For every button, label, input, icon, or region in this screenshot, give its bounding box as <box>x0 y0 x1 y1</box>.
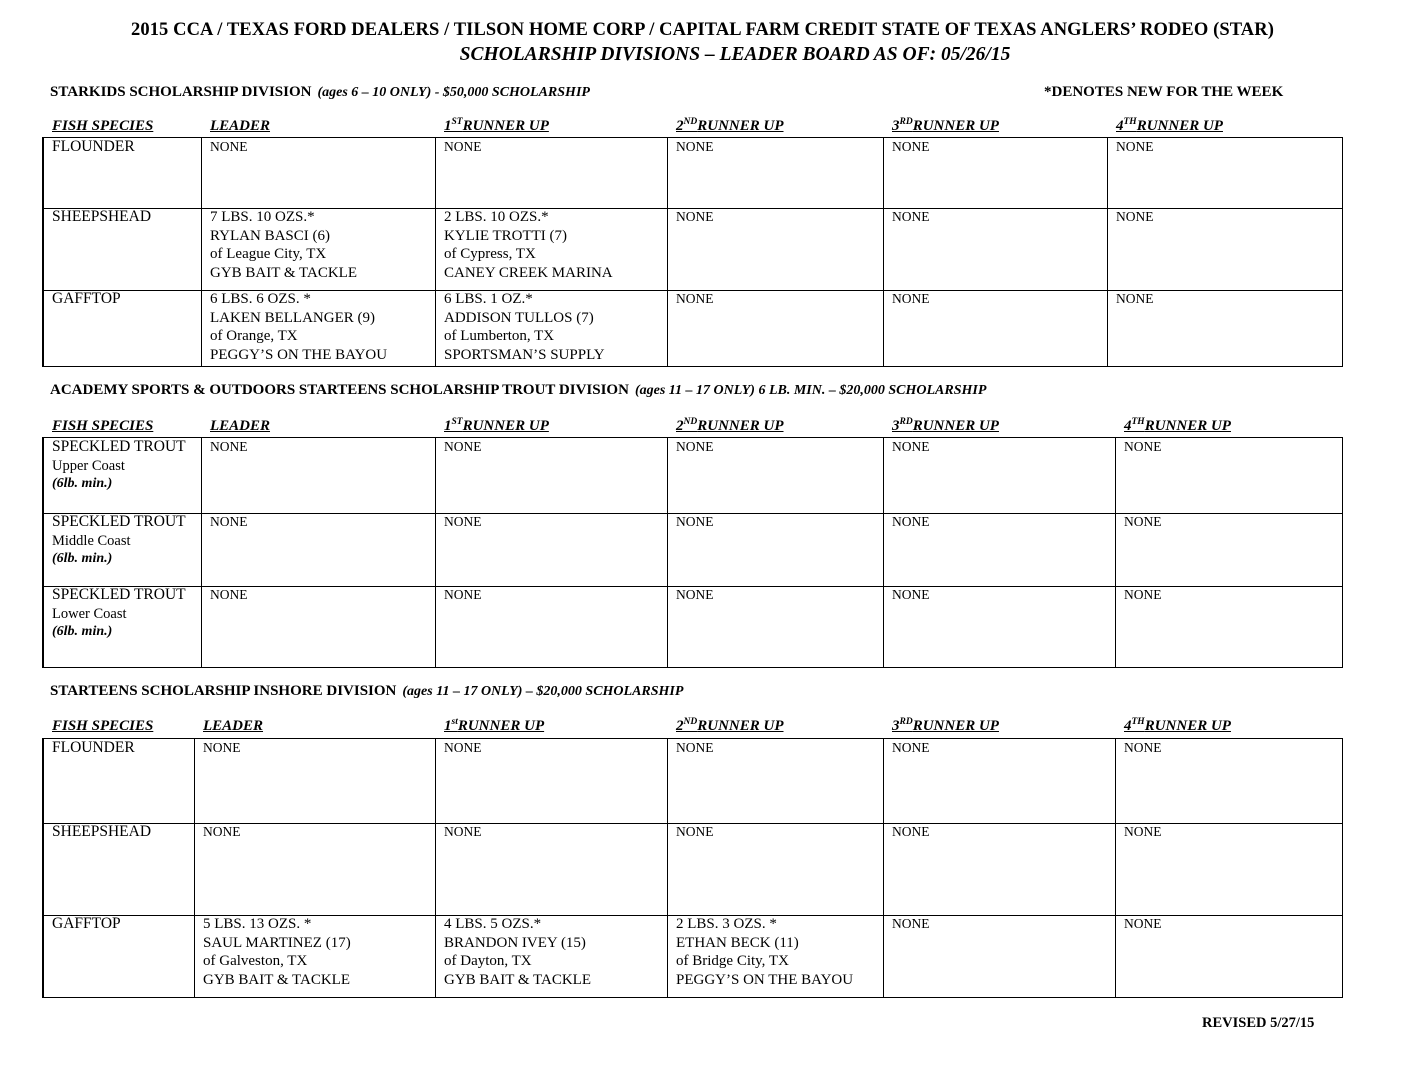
ordinal-number: 4 <box>1116 118 1124 134</box>
no-entry: NONE <box>676 209 714 224</box>
no-entry: NONE <box>892 439 930 454</box>
column-divider <box>667 739 668 997</box>
r4-cell <box>1124 586 1162 605</box>
angler-name: KYLIE TROTTI (7) <box>444 227 568 244</box>
column-divider <box>883 138 884 366</box>
ordinal-number: 3 <box>892 718 900 734</box>
leader-cell <box>203 915 351 989</box>
document-title: 2015 CCA / TEXAS FORD DEALERS / TILSON HOME CORP / CAPITAL FARM CREDIT STATE OF TEXAS ANGLERS’ RODEO (STAR) <box>131 20 1274 40</box>
species-name: FLOUNDER <box>52 739 135 756</box>
no-entry: NONE <box>210 514 248 529</box>
no-entry: NONE <box>676 291 714 306</box>
ordinal-number: 1 <box>444 418 452 434</box>
no-entry: NONE <box>676 587 714 602</box>
no-entry: NONE <box>1124 439 1162 454</box>
weigh-station: GYB BAIT & TACKLE <box>444 971 591 988</box>
angler-name: ADDISON TULLOS (7) <box>444 309 594 326</box>
column-header-r1 <box>444 118 549 135</box>
column-divider <box>1115 739 1116 997</box>
species-cell <box>52 915 121 934</box>
minimum-weight: (6lb. min.) <box>52 476 113 492</box>
runner-up-label: RUNNER UP <box>462 418 549 434</box>
no-entry: NONE <box>1116 209 1154 224</box>
r2-cell <box>676 138 714 157</box>
angler-hometown: of Cypress, TX <box>444 246 536 263</box>
column-divider <box>1115 438 1116 667</box>
runner-up-label: RUNNER UP <box>697 118 784 134</box>
runner-up-label: RUNNER UP <box>697 718 784 734</box>
column-divider <box>201 438 202 667</box>
ordinal-number: 2 <box>676 418 684 434</box>
r1-cell <box>444 438 482 457</box>
no-entry: NONE <box>444 439 482 454</box>
r1-cell <box>444 513 482 532</box>
species-cell <box>52 586 186 642</box>
no-entry: NONE <box>892 587 930 602</box>
ordinal-suffix: TH <box>1123 117 1137 127</box>
weigh-station: PEGGY’S ON THE BAYOU <box>676 971 854 988</box>
ordinal-suffix: RD <box>899 417 913 427</box>
species-name: SPECKLED TROUT <box>52 438 186 455</box>
coast-region: Upper Coast <box>52 457 125 474</box>
no-entry: NONE <box>444 587 482 602</box>
ordinal-suffix: TH <box>1131 717 1145 727</box>
column-divider <box>194 739 195 997</box>
species-name: FLOUNDER <box>52 138 135 155</box>
coast-region: Lower Coast <box>52 605 127 622</box>
no-entry: NONE <box>203 740 241 755</box>
no-entry: NONE <box>892 916 930 931</box>
no-entry: NONE <box>1116 291 1154 306</box>
runner-up-label: RUNNER UP <box>697 418 784 434</box>
runner-up-label: RUNNER UP <box>1144 718 1231 734</box>
r3-cell <box>892 438 930 457</box>
r3-cell <box>892 138 930 157</box>
r1-cell <box>444 823 482 842</box>
species-name: SHEEPSHEAD <box>52 208 152 225</box>
r2-cell <box>676 208 714 227</box>
column-divider <box>667 138 668 366</box>
angler-hometown: of Bridge City, TX <box>676 953 789 970</box>
column-divider <box>667 438 668 667</box>
column-header-r4 <box>1124 418 1231 435</box>
section-title <box>50 683 683 700</box>
no-entry: NONE <box>444 514 482 529</box>
column-header-r2 <box>676 418 784 435</box>
no-entry: NONE <box>1124 824 1162 839</box>
weigh-station: SPORTSMAN’S SUPPLY <box>444 346 605 363</box>
r2-cell <box>676 513 714 532</box>
species-cell <box>52 823 151 842</box>
runner-up-label: RUNNER UP <box>1136 118 1223 134</box>
r4-cell <box>1116 208 1154 227</box>
no-entry: NONE <box>1124 587 1162 602</box>
r1-cell <box>444 915 591 989</box>
ordinal-number: 3 <box>892 418 900 434</box>
leader-cell <box>210 586 248 605</box>
species-cell <box>52 290 121 309</box>
no-entry: NONE <box>676 514 714 529</box>
r2-cell <box>676 290 714 309</box>
column-header-r3 <box>892 118 999 135</box>
r4-cell <box>1124 513 1162 532</box>
ordinal-number: 2 <box>676 118 684 134</box>
leader-cell <box>210 138 248 157</box>
column-header-r1 <box>444 418 549 435</box>
no-entry: NONE <box>892 139 930 154</box>
catch-weight: 5 LBS. 13 OZS. * <box>203 916 312 932</box>
r3-cell <box>892 739 930 758</box>
catch-weight: 6 LBS. 1 OZ.* <box>444 291 533 307</box>
ordinal-number: 1 <box>444 718 452 734</box>
no-entry: NONE <box>676 139 714 154</box>
leader-cell <box>203 739 241 758</box>
angler-hometown: of Orange, TX <box>210 328 298 345</box>
no-entry: NONE <box>444 824 482 839</box>
angler-hometown: of Dayton, TX <box>444 953 532 970</box>
no-entry: NONE <box>892 209 930 224</box>
species-cell <box>52 513 186 569</box>
no-entry: NONE <box>444 740 482 755</box>
no-entry: NONE <box>676 740 714 755</box>
section-subtitle: (ages 11 – 17 ONLY) – $20,000 SCHOLARSHIP <box>402 684 684 699</box>
new-entry-note: *DENOTES NEW FOR THE WEEK <box>1044 84 1284 100</box>
species-name: SHEEPSHEAD <box>52 823 152 840</box>
column-divider <box>1107 138 1108 366</box>
no-entry: NONE <box>1124 514 1162 529</box>
ordinal-suffix: ST <box>451 417 463 427</box>
no-entry: NONE <box>1116 139 1154 154</box>
runner-up-label: RUNNER UP <box>1144 418 1231 434</box>
species-name: SPECKLED TROUT <box>52 586 186 603</box>
r3-cell <box>892 290 930 309</box>
runner-up-label: RUNNER UP <box>462 118 549 134</box>
r3-cell <box>892 915 930 934</box>
column-divider <box>883 739 884 997</box>
column-header-r3 <box>892 718 999 735</box>
ordinal-suffix: ND <box>683 417 698 427</box>
r4-cell <box>1124 438 1162 457</box>
ordinal-number: 2 <box>676 718 684 734</box>
r2-cell <box>676 739 714 758</box>
species-name: GAFFTOP <box>52 290 121 307</box>
catch-weight: 7 LBS. 10 OZS.* <box>210 209 315 225</box>
species-cell <box>52 138 135 157</box>
weigh-station: PEGGY’S ON THE BAYOU <box>210 346 388 363</box>
species-cell <box>52 208 151 227</box>
catch-weight: 2 LBS. 3 OZS. * <box>676 916 777 932</box>
no-entry: NONE <box>676 824 714 839</box>
r3-cell <box>892 586 930 605</box>
weigh-station: GYB BAIT & TACKLE <box>203 971 350 988</box>
r1-cell <box>444 208 613 282</box>
r3-cell <box>892 513 930 532</box>
species-name: GAFFTOP <box>52 915 121 932</box>
revised-date: REVISED 5/27/15 <box>1202 1015 1315 1031</box>
r4-cell <box>1116 138 1154 157</box>
no-entry: NONE <box>210 587 248 602</box>
ordinal-suffix: ND <box>683 117 698 127</box>
column-header-leader: LEADER <box>203 718 264 734</box>
ordinal-number: 4 <box>1124 718 1132 734</box>
ordinal-suffix: RD <box>899 117 913 127</box>
section-subtitle: (ages 6 – 10 ONLY) - $50,000 SCHOLARSHIP <box>317 85 590 100</box>
section-subtitle: (ages 11 – 17 ONLY) 6 LB. MIN. – $20,000 SCHOLARSHIP <box>634 383 987 398</box>
coast-region: Middle Coast <box>52 532 131 549</box>
column-header-r2 <box>676 718 784 735</box>
document-subtitle: SCHOLARSHIP DIVISIONS – LEADER BOARD AS OF: 05/26/15 <box>459 44 1011 65</box>
no-entry: NONE <box>1124 916 1162 931</box>
species-name: SPECKLED TROUT <box>52 513 186 530</box>
ordinal-suffix: ST <box>451 117 463 127</box>
r4-cell <box>1124 739 1162 758</box>
leader-cell <box>210 290 387 364</box>
leader-cell <box>210 438 248 457</box>
leader-cell <box>203 823 241 842</box>
runner-up-label: RUNNER UP <box>912 118 999 134</box>
ordinal-suffix: RD <box>899 717 913 727</box>
r4-cell <box>1124 915 1162 934</box>
r2-cell <box>676 586 714 605</box>
catch-weight: 4 LBS. 5 OZS.* <box>444 916 542 932</box>
no-entry: NONE <box>210 139 248 154</box>
r4-cell <box>1116 290 1154 309</box>
minimum-weight: (6lb. min.) <box>52 551 113 567</box>
angler-name: ETHAN BECK (11) <box>676 934 799 951</box>
division-table <box>42 437 1343 668</box>
angler-hometown: of Lumberton, TX <box>444 328 555 345</box>
column-divider <box>201 138 202 366</box>
catch-weight: 2 LBS. 10 OZS.* <box>444 209 549 225</box>
column-header-leader: LEADER <box>210 118 271 134</box>
column-divider <box>435 739 436 997</box>
weigh-station: CANEY CREEK MARINA <box>444 264 613 281</box>
angler-name: BRANDON IVEY (15) <box>444 934 586 951</box>
column-header-r4 <box>1116 118 1223 135</box>
species-cell <box>52 438 186 494</box>
ordinal-suffix: st <box>451 717 458 727</box>
column-divider <box>435 138 436 366</box>
no-entry: NONE <box>892 824 930 839</box>
column-header-r3 <box>892 418 999 435</box>
section-title-text: STARTEENS SCHOLARSHIP INSHORE DIVISION <box>50 683 397 699</box>
section-title-text: STARKIDS SCHOLARSHIP DIVISION <box>50 84 312 100</box>
column-header-species: FISH SPECIES <box>52 118 154 134</box>
r1-cell <box>444 586 482 605</box>
column-header-leader: LEADER <box>210 418 271 434</box>
r4-cell <box>1124 823 1162 842</box>
r1-cell <box>444 290 605 364</box>
no-entry: NONE <box>892 514 930 529</box>
ordinal-number: 4 <box>1124 418 1132 434</box>
column-header-r2 <box>676 118 784 135</box>
column-divider <box>435 438 436 667</box>
no-entry: NONE <box>210 439 248 454</box>
species-cell <box>52 739 135 758</box>
weigh-station: GYB BAIT & TACKLE <box>210 264 357 281</box>
angler-name: LAKEN BELLANGER (9) <box>210 309 375 326</box>
section-title <box>50 84 590 101</box>
section-title <box>50 382 986 399</box>
ordinal-suffix: TH <box>1131 417 1145 427</box>
column-header-species: FISH SPECIES <box>52 418 154 434</box>
minimum-weight: (6lb. min.) <box>52 624 113 640</box>
catch-weight: 6 LBS. 6 OZS. * <box>210 291 311 307</box>
leader-cell <box>210 513 248 532</box>
r1-cell <box>444 138 482 157</box>
ordinal-number: 3 <box>892 118 900 134</box>
r2-cell <box>676 823 714 842</box>
section-title-text: ACADEMY SPORTS & OUTDOORS STARTEENS SCHOLARSHIP TROUT DIVISION <box>50 382 629 398</box>
no-entry: NONE <box>892 291 930 306</box>
leader-cell <box>210 208 357 282</box>
r3-cell <box>892 208 930 227</box>
ordinal-number: 1 <box>444 118 452 134</box>
no-entry: NONE <box>203 824 241 839</box>
angler-hometown: of League City, TX <box>210 246 327 263</box>
column-divider <box>883 438 884 667</box>
r2-cell <box>676 438 714 457</box>
no-entry: NONE <box>1124 740 1162 755</box>
r3-cell <box>892 823 930 842</box>
r1-cell <box>444 739 482 758</box>
runner-up-label: RUNNER UP <box>912 418 999 434</box>
no-entry: NONE <box>892 740 930 755</box>
runner-up-label: RUNNER UP <box>457 718 545 734</box>
r2-cell <box>676 915 853 989</box>
column-header-r1 <box>444 718 544 735</box>
column-header-species: FISH SPECIES <box>52 718 154 734</box>
angler-name: RYLAN BASCI (6) <box>210 227 331 244</box>
no-entry: NONE <box>676 439 714 454</box>
angler-name: SAUL MARTINEZ (17) <box>203 934 351 951</box>
no-entry: NONE <box>444 139 482 154</box>
ordinal-suffix: ND <box>683 717 698 727</box>
angler-hometown: of Galveston, TX <box>203 953 308 970</box>
column-header-r4 <box>1124 718 1231 735</box>
runner-up-label: RUNNER UP <box>912 718 999 734</box>
